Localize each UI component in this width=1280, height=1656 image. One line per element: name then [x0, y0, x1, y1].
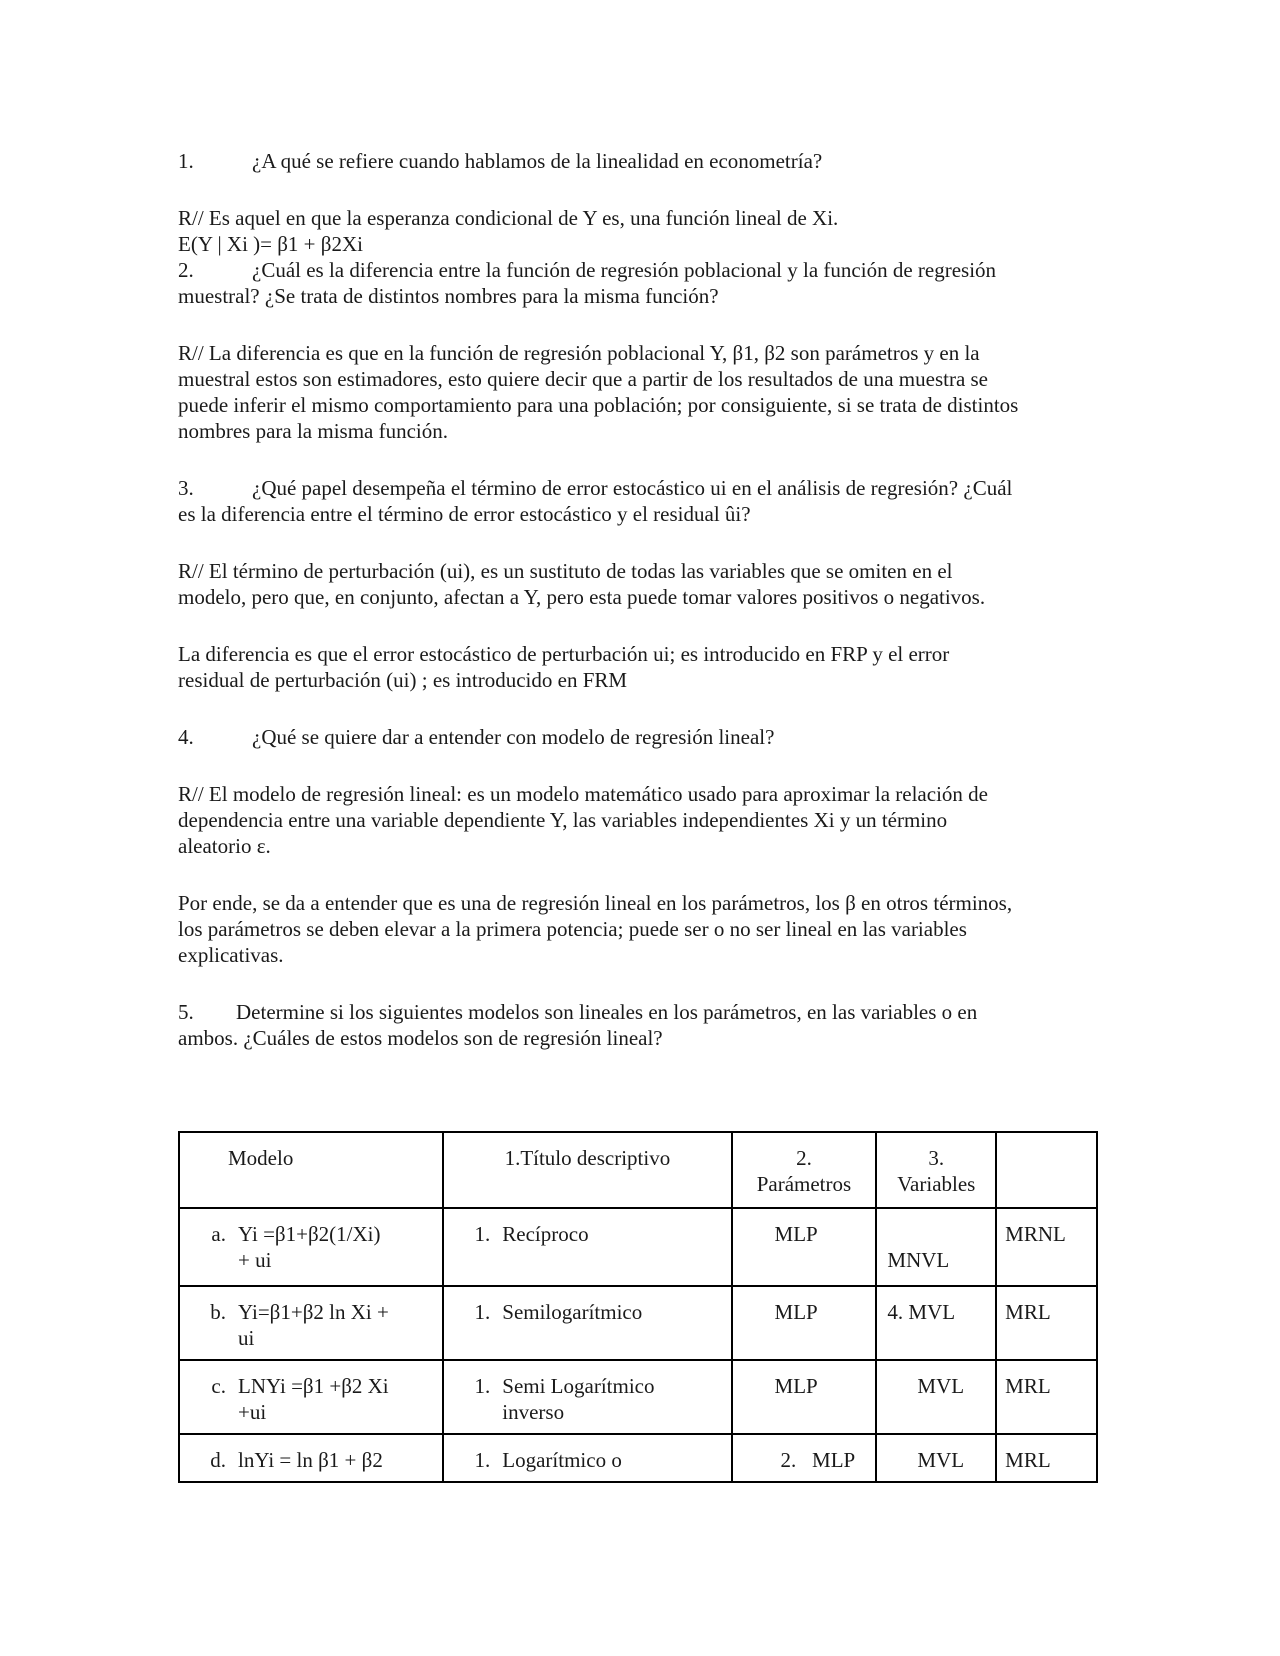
question-number: 4. — [178, 725, 194, 749]
row-marker: b. — [210, 1300, 226, 1324]
question-text: ¿Cuál es la diferencia entre la función de regresión poblacional y la función de regresión — [252, 258, 997, 282]
row-marker: c. — [211, 1374, 226, 1398]
title-text: Semilogarítmico — [502, 1300, 643, 1324]
table-row — [179, 1208, 1097, 1286]
param-value: MLP — [774, 1300, 818, 1324]
question-5 — [178, 999, 1098, 1025]
question-text: ¿A qué se refiere cuando hablamos de la linealidad en econometría? — [252, 149, 823, 173]
question-text: ¿Qué se quiere dar a entender con modelo de regresión lineal? — [252, 725, 775, 749]
answer-2-line: puede inferir el mismo comportamiento para una población; por consiguiente, si se trata de distintos — [178, 393, 1019, 417]
model-cell — [179, 1360, 443, 1434]
table-header-row — [179, 1132, 1097, 1208]
answer-3b-line: La diferencia es que el error estocástico de perturbación ui; es introducido en FRP y el error — [178, 642, 950, 666]
title-number: 1. — [474, 1300, 491, 1324]
question-number: 1. — [178, 149, 194, 173]
header-param-label: Parámetros — [756, 1172, 852, 1196]
param-cell — [732, 1434, 877, 1482]
question-4 — [178, 724, 1098, 750]
question-number: 5. — [178, 1000, 194, 1024]
header-variables — [876, 1132, 996, 1208]
variables-value: MVL — [917, 1374, 965, 1398]
question-number: 2. — [178, 258, 194, 282]
header-empty — [996, 1132, 1097, 1208]
models-table — [178, 1131, 1098, 1483]
result-value: MRL — [1005, 1300, 1051, 1324]
answer-3-line: modelo, pero que, en conjunto, afectan a Y, pero esta puede tomar valores positivos o negativos. — [178, 585, 986, 609]
title-number: 1. — [474, 1222, 491, 1246]
answer-2-line: muestral estos son estimadores, esto quiere decir que a partir de los resultados de una muestra se — [178, 367, 989, 391]
header-modelo-label: Modelo — [228, 1146, 294, 1170]
title-cell — [443, 1208, 731, 1286]
model-cell — [179, 1286, 443, 1360]
answer-3-line: R// El término de perturbación (ui), es un sustituto de todas las variables que se omiten en el — [178, 559, 953, 583]
param-value: MLP — [774, 1374, 818, 1398]
question-3-line-2: es la diferencia entre el término de error estocástico y el residual ûi? — [178, 502, 751, 526]
question-text: Determine si los siguientes modelos son lineales en los parámetros, en las variables o en — [236, 1000, 978, 1024]
result-cell — [996, 1208, 1097, 1286]
title-text: Semi Logarítmico — [502, 1374, 655, 1398]
model-formula: Yi=β1+β2 ln Xi + — [238, 1300, 389, 1324]
title-cell — [443, 1434, 731, 1482]
result-cell — [996, 1434, 1097, 1482]
variables-cell — [876, 1208, 996, 1286]
variables-cell — [876, 1286, 996, 1360]
header-var-number: 3. — [928, 1146, 945, 1170]
variables-cell — [876, 1360, 996, 1434]
title-cell — [443, 1360, 731, 1434]
answer-2-line: R// La diferencia es que en la función de regresión poblacional Y, β1, β2 son parámetros y en la — [178, 341, 980, 365]
model-formula-cont: +ui — [238, 1400, 267, 1424]
question-text: ¿Qué papel desempeña el término de error estocástico ui en el análisis de regresión? ¿Cuál — [252, 476, 1013, 500]
formula-1: E(Y | Xi )= β1 + β2Xi — [178, 232, 363, 256]
question-3 — [178, 475, 1098, 501]
model-formula: LNYi =β1 +β2 Xi — [238, 1374, 389, 1398]
question-5-line-2: ambos. ¿Cuáles de estos modelos son de regresión lineal? — [178, 1026, 663, 1050]
param-value: MLP — [774, 1222, 818, 1246]
model-formula-cont: ui — [238, 1326, 255, 1350]
title-text: Recíproco — [502, 1222, 589, 1246]
answer-4b-line: los parámetros se deben elevar a la primera potencia; puede ser o no ser lineal en las variables — [178, 917, 967, 941]
answer-4b-line: explicativas. — [178, 943, 284, 967]
header-modelo — [179, 1132, 443, 1208]
question-2 — [178, 257, 1098, 283]
model-formula: Yi =β1+β2(1/Xi) — [238, 1222, 381, 1246]
variables-value: MNVL — [887, 1248, 950, 1272]
model-cell — [179, 1434, 443, 1482]
title-cell — [443, 1286, 731, 1360]
title-number: 1. — [474, 1374, 491, 1398]
table-row — [179, 1434, 1097, 1482]
row-marker: d. — [210, 1448, 226, 1472]
result-value: MRL — [1005, 1448, 1051, 1472]
param-cell — [732, 1360, 877, 1434]
answer-1: R// Es aquel en que la esperanza condicional de Y es, una función lineal de Xi. — [178, 206, 839, 230]
variables-cell — [876, 1434, 996, 1482]
title-text: Logarítmico o — [502, 1448, 622, 1472]
document-body — [178, 148, 1098, 1051]
result-cell — [996, 1286, 1097, 1360]
result-value: MRL — [1005, 1374, 1051, 1398]
title-number: 1. — [474, 1448, 491, 1472]
title-text-cont: inverso — [502, 1400, 565, 1424]
variables-value: MVL — [917, 1448, 965, 1472]
question-number: 3. — [178, 476, 194, 500]
param-cell — [732, 1208, 877, 1286]
result-value: MRNL — [1005, 1222, 1066, 1246]
model-cell — [179, 1208, 443, 1286]
variables-value: 4. MVL — [887, 1300, 956, 1324]
header-titulo: 1.Título descriptivo — [443, 1132, 731, 1208]
answer-4b-line: Por ende, se da a entender que es una de regresión lineal en los parámetros, los β en otros términos, — [178, 891, 1013, 915]
question-1 — [178, 148, 1098, 174]
answer-4-line: R// El modelo de regresión lineal: es un modelo matemático usado para aproximar la relación de — [178, 782, 988, 806]
table-row — [179, 1360, 1097, 1434]
model-formula: lnYi = ln β1 + β2 — [238, 1448, 383, 1472]
answer-4-line: dependencia entre una variable dependiente Y, las variables independientes Xi y un término — [178, 808, 948, 832]
answer-2-line: nombres para la misma función. — [178, 419, 449, 443]
question-2-line-2: muestral? ¿Se trata de distintos nombres para la misma función? — [178, 284, 719, 308]
model-formula-cont: + ui — [238, 1248, 272, 1272]
row-marker: a. — [211, 1222, 226, 1246]
header-parametros — [732, 1132, 877, 1208]
answer-4-line: aleatorio ε. — [178, 834, 271, 858]
table-row — [179, 1286, 1097, 1360]
header-param-number: 2. — [796, 1146, 812, 1170]
header-var-label: Variables — [897, 1172, 976, 1196]
result-cell — [996, 1360, 1097, 1434]
param-value: 2. MLP — [780, 1448, 856, 1472]
param-cell — [732, 1286, 877, 1360]
answer-3b-line: residual de perturbación (ui) ; es introducido en FRM — [178, 668, 628, 692]
